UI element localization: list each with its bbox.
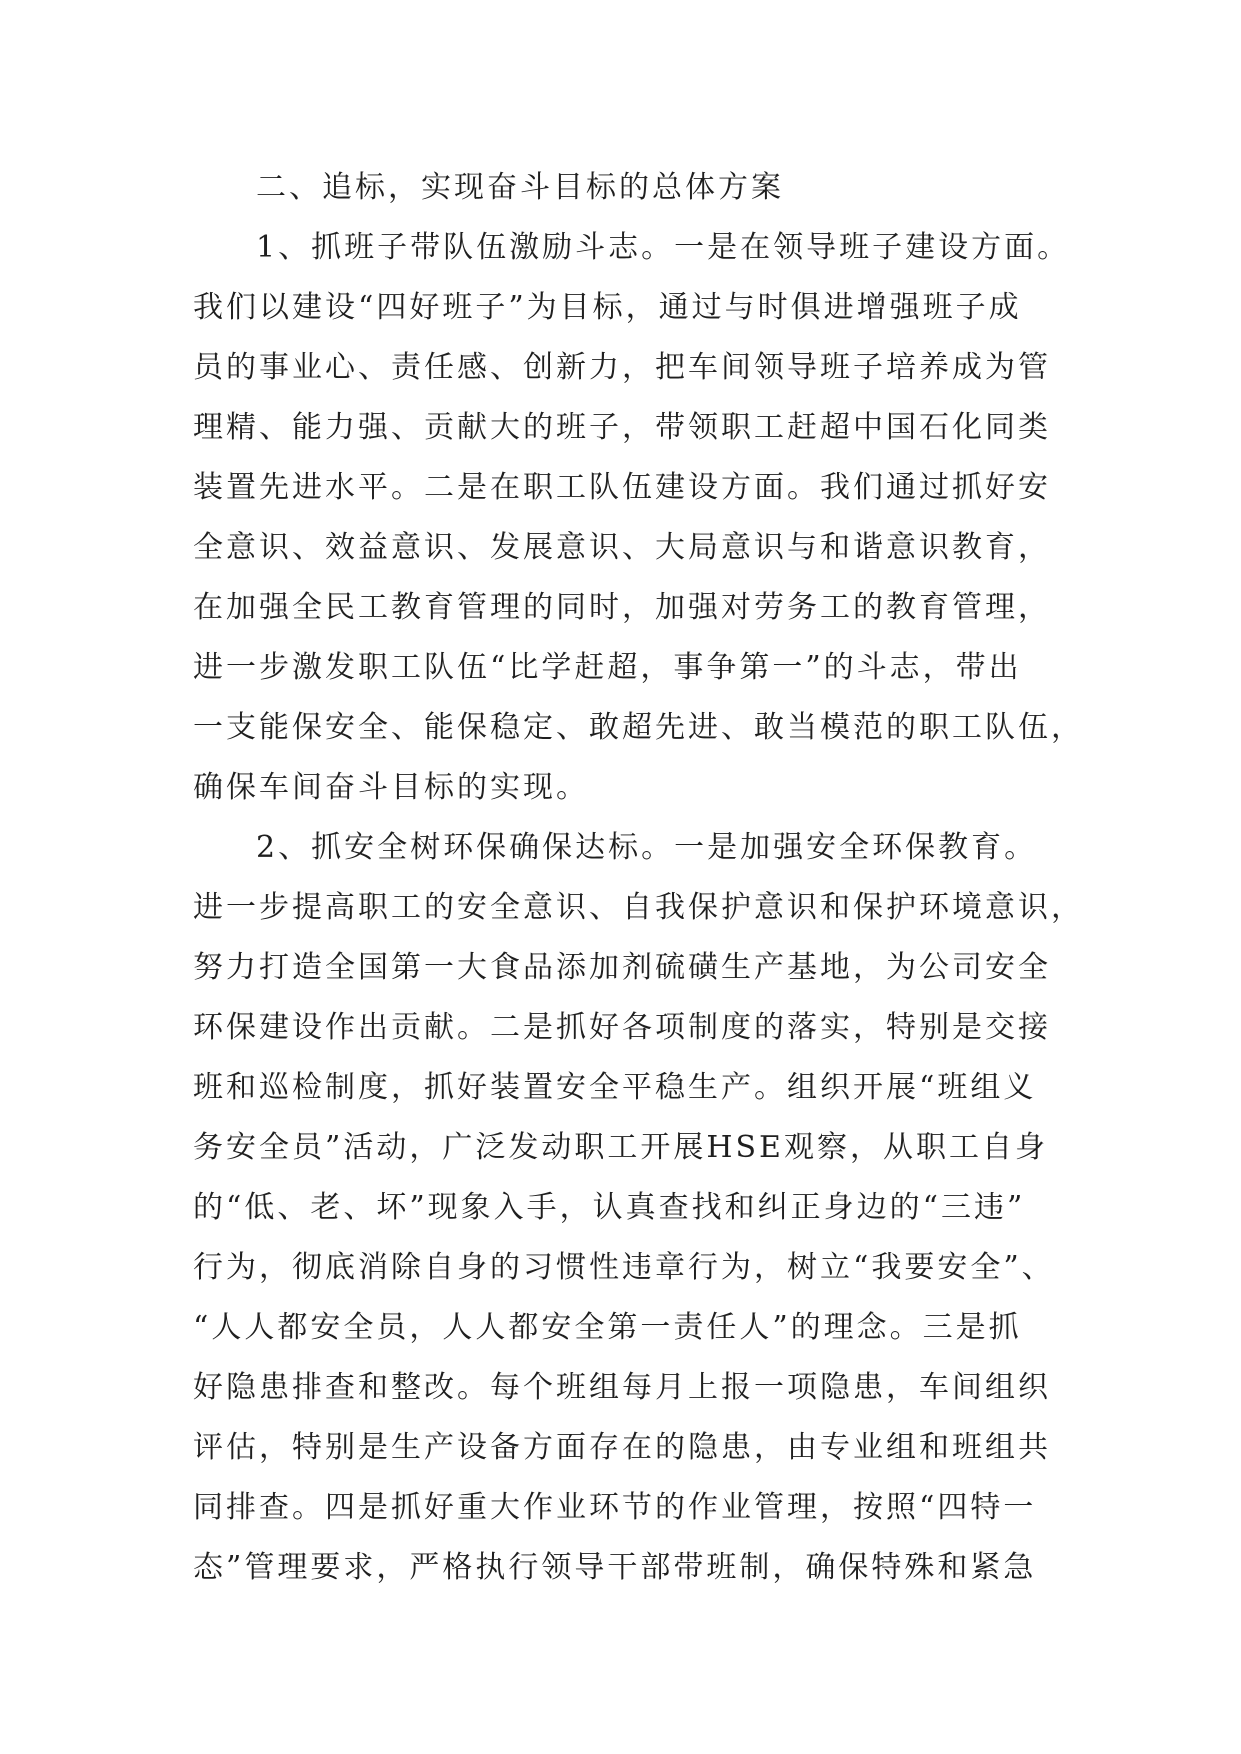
paragraph-line: 1、抓班子带队伍激励斗志。一是在领导班子建设方面。 bbox=[256, 230, 1071, 265]
paragraph-line: 同排查。四是抓好重大作业环节的作业管理，按照“四特一 bbox=[193, 1490, 1037, 1525]
paragraph-line: 班和巡检制度，抓好装置安全平稳生产。组织开展“班组义 bbox=[193, 1070, 1037, 1105]
paragraph-line: 努力打造全国第一大食品添加剂硫磺生产基地，为公司安全 bbox=[193, 950, 1051, 985]
paragraph-line: 全意识、效益意识、发展意识、大局意识与和谐意识教育， bbox=[193, 530, 1051, 565]
paragraph-line: 员的事业心、责任感、创新力，把车间领导班子培养成为管 bbox=[193, 350, 1051, 385]
paragraph-line: 我们以建设“四好班子”为目标，通过与时俱进增强班子成 bbox=[193, 290, 1022, 325]
paragraph-line: 务安全员”活动，广泛发动职工开展HSE观察，从职工自身 bbox=[193, 1130, 1048, 1165]
section-heading: 二、追标，实现奋斗目标的总体方案 bbox=[256, 170, 784, 205]
paragraph-line: 环保建设作出贡献。二是抓好各项制度的落实，特别是交接 bbox=[193, 1010, 1051, 1045]
paragraph-line: 好隐患排查和整改。每个班组每月上报一项隐患，车间组织 bbox=[193, 1370, 1051, 1405]
paragraph-line: 一支能保安全、能保稳定、敢超先进、敢当模范的职工队伍， bbox=[193, 710, 1084, 745]
paragraph-line: 确保车间奋斗目标的实现。 bbox=[193, 770, 589, 805]
paragraph-section-2 bbox=[193, 818, 1084, 1598]
paragraph-line: 2、抓安全树环保确保达标。一是加强安全环保教育。 bbox=[256, 830, 1038, 865]
paragraph-line: 进一步提高职工的安全意识、自我保护意识和保护环境意识， bbox=[193, 890, 1084, 925]
paragraph-line: “人人都安全员，人人都安全第一责任人”的理念。三是抓 bbox=[193, 1310, 1022, 1345]
paragraph-line: 进一步激发职工队伍“比学赶超，事争第一”的斗志，带出 bbox=[193, 650, 1022, 685]
paragraph-line: 行为，彻底消除自身的习惯性违章行为，树立“我要安全”、 bbox=[193, 1250, 1055, 1285]
paragraph-line: 在加强全民工教育管理的同时，加强对劳务工的教育管理， bbox=[193, 590, 1051, 625]
paragraph-line: 态”管理要求，严格执行领导干部带班制，确保特殊和紧急 bbox=[193, 1550, 1037, 1585]
paragraph-line: 理精、能力强、贡献大的班子，带领职工赶超中国石化同类 bbox=[193, 410, 1051, 445]
document-body bbox=[193, 158, 1084, 1598]
paragraph-line: 评估，特别是生产设备方面存在的隐患，由专业组和班组共 bbox=[193, 1430, 1051, 1465]
paragraph-line: 装置先进水平。二是在职工队伍建设方面。我们通过抓好安 bbox=[193, 470, 1051, 505]
paragraph-section-1 bbox=[193, 218, 1084, 818]
paragraph-line: 的“低、老、坏”现象入手，认真查找和纠正身边的“三违” bbox=[193, 1190, 1026, 1225]
